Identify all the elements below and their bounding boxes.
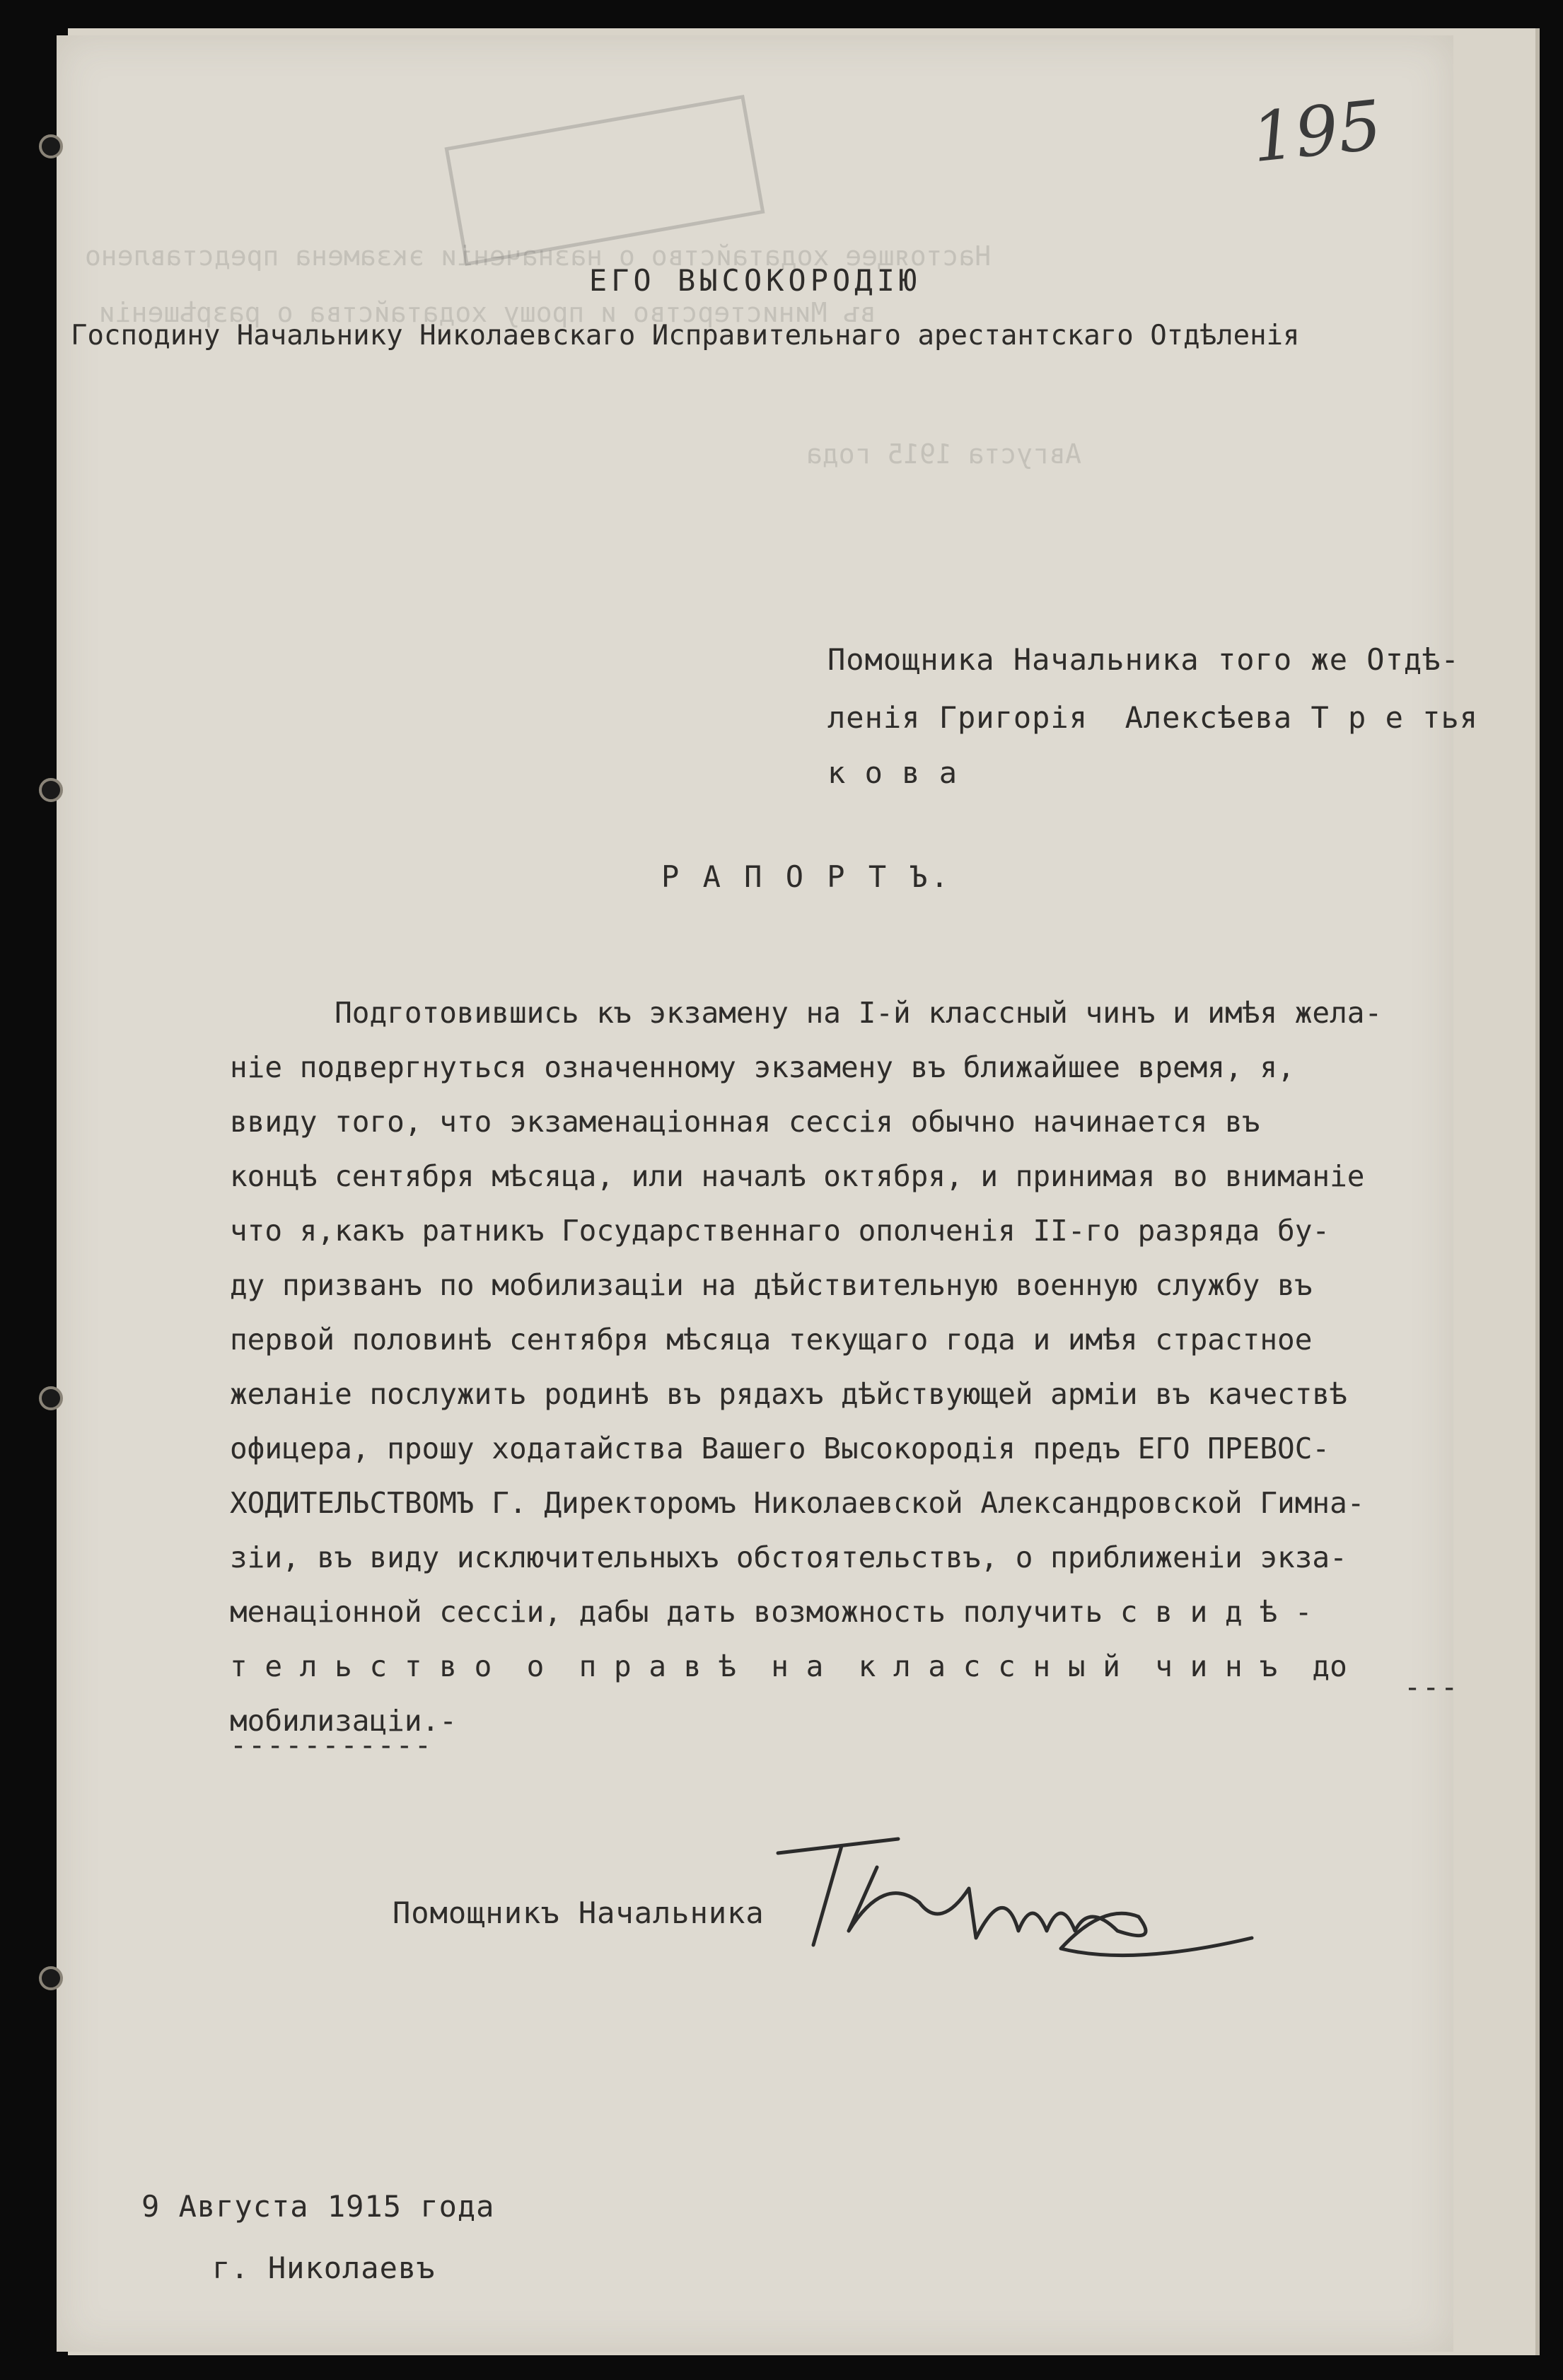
body-line: ду призванъ по мобилизацiи на дѣйствительную военную службу въ [230,1268,1313,1302]
folio-number: 195 [1248,85,1385,178]
document-title: Р А П О Р Т Ъ. [661,859,952,894]
addressee-line: Господину Начальнику Николаевскаго Исправительнаго арестантскаго Отдѣленія [71,320,1300,352]
addressee-title: ЕГО ВЫСОКОРОДІЮ [588,263,922,298]
underline-dashes: ----------- [230,1729,433,1762]
binding-hole [39,134,63,158]
bleed-through-text: Августа 1915 года [806,439,1081,470]
signature-label: Помощникъ Начальника [393,1896,765,1930]
binding-hole [39,1966,63,1990]
body-line: первой половинѣ сентября мѣсяца текущаго года и имѣя страстное [230,1323,1313,1357]
body-line: ХОДИТЕЛЬСТВОМЪ Г. Директоромъ Николаевской Александровской Гимна- [230,1486,1365,1520]
body-line: т е л ь с т в о о п р а в ѣ н а к л а с с н ы й ч и н ъ до [230,1649,1347,1683]
document-date: 9 Августа 1915 года [141,2189,495,2224]
document-page [57,35,1453,2352]
signature [764,1825,1259,1980]
body-line: что я,какъ ратникъ Государственнаго ополченiя II-го разряда бу- [230,1214,1330,1248]
sender-line: ленія Григорія Алексѣева Т р е тья [827,700,1479,735]
bleed-through-text: Настоящее ходатайство о назначенiи экзамена представлено [85,240,992,272]
sender-line: к о в а [827,755,958,790]
body-line: ввиду того, что экзаменацiонная сессiя обычно начинается въ [230,1105,1260,1139]
body-line: нie подвергнуться означенному экзамену въ ближайшее время, я, [230,1050,1295,1084]
sender-line: Помощника Начальника того же Отдѣ- [827,642,1460,677]
body-line: офицера, прошу ходатайства Вашего Высокородiя предъ ЕГО ПРЕВОС- [230,1432,1330,1465]
body-line: желанiе послужить родинѣ въ рядахъ дѣйствующей армiи въ качествѣ [230,1377,1347,1411]
body-line: концѣ сентября мѣсяца, или началѣ октября, и принимая во вниманiе [230,1159,1365,1193]
binding-hole [39,778,63,802]
body-line: Подготовившись къ экзамену на I-й классный чинъ и имѣя жела- [230,996,1383,1030]
binding-hole [39,1386,63,1410]
body-line: менацiонной сессiи, дабы дать возможность получить с в и д ѣ - [230,1595,1313,1629]
underline-dashes: --- [1404,1671,1460,1704]
body-line: мобилизацiи.- [230,1704,457,1738]
document-place: г. Николаевъ [212,2251,436,2285]
bleed-through-text: въ Министерство и прошу ходатайства о разрѣшенiи [99,297,876,328]
body-line: зiи, въ виду исключительныхъ обстоятельствъ, о приближенiи экза- [230,1540,1347,1574]
